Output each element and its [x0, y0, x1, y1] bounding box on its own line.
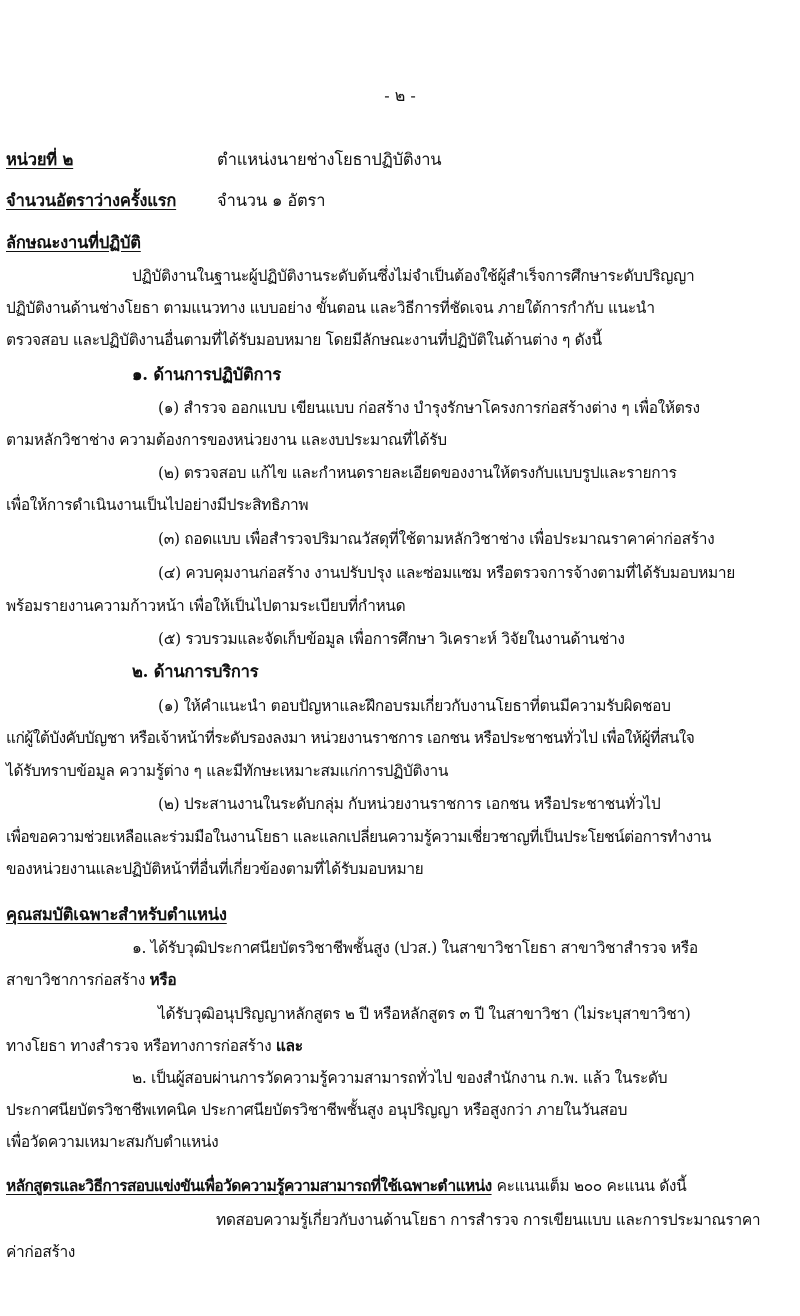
- unit-label: หน่วยที่ ๒: [6, 150, 74, 169]
- services-item: (๒) ประสานงานในระดับกลุ่ม กับหน่วยงานราชการ เอกชน หรือประชาชนทั่วไป: [158, 795, 661, 813]
- exam-heading: หลักสูตรและวิธีการสอบแข่งขันเพื่อวัดความรู้ความสามารถที่ใช้เฉพาะตำแหน่ง: [6, 1176, 492, 1195]
- operations-item: (๔) ควบคุมงานก่อสร้าง งานปรับปรุง และซ่อมแซม หรือตรวจการจ้างตามที่ได้รับมอบหมาย: [158, 564, 736, 582]
- qualification-1-cont: [6, 969, 176, 991]
- operations-item-cont: ตามหลักวิชาช่าง ความต้องการของหน่วยงาน และงบประมาณที่ได้รับ: [6, 431, 447, 449]
- position-title: ตำแหน่งนายช่างโยธาปฏิบัติงาน: [217, 150, 442, 169]
- qualification-1b-and: และ: [275, 1036, 303, 1055]
- operations-item-cont: พร้อมรายงานความก้าวหน้า เพื่อให้เป็นไปตามระเบียบที่กำหนด: [6, 597, 406, 615]
- operations-item-cont: เพื่อให้การดำเนินงานเป็นไปอย่างมีประสิทธิภาพ: [6, 496, 309, 514]
- vacancy-label: จำนวนอัตราว่างครั้งแรก: [6, 191, 177, 210]
- qualification-1-or: หรือ: [149, 970, 177, 989]
- services-item-cont: ของหน่วยงานและปฏิบัติหน้าที่อื่นที่เกี่ยวข้องตามที่ได้รับมอบหมาย: [6, 860, 424, 878]
- qualification-1-text: สาขาวิชาการก่อสร้าง: [6, 971, 145, 989]
- vacancy-value: จำนวน ๑ อัตรา: [217, 191, 326, 210]
- qualification-2-cont: ประกาศนียบัตรวิชาชีพเทคนิค ประกาศนียบัตรวิชาชีพชั้นสูง อนุปริญญา หรือสูงกว่า ภายในวันสอบ: [6, 1101, 628, 1119]
- operations-item: (๕) รวบรวมและจัดเก็บข้อมูล เพื่อการศึกษา วิเคราะห์ วิจัยในงานด้านช่าง: [158, 630, 625, 648]
- qualification-2-cont: เพื่อวัดความเหมาะสมกับตำแหน่ง: [6, 1133, 219, 1151]
- page-number: - ๒ -: [384, 86, 416, 105]
- qualifications-heading: คุณสมบัติเฉพาะสำหรับตำแหน่ง: [6, 905, 227, 924]
- exam-score: คะแนนเต็ม ๒๐๐ คะแนน ดังนี้: [496, 1177, 687, 1195]
- operations-item: (๑) สำรวจ ออกแบบ เขียนแบบ ก่อสร้าง บำรุงรักษาโครงการก่อสร้างต่าง ๆ เพื่อให้ตรง: [158, 399, 700, 417]
- qualification-2: ๒. เป็นผู้สอบผ่านการวัดความรู้ความสามารถทั่วไป ของสำนักงาน ก.พ. แล้ว ในระดับ: [132, 1069, 668, 1087]
- operations-heading: ๑. ด้านการปฏิบัติการ: [132, 365, 281, 384]
- job-nature-intro-line: ปฏิบัติงานในฐานะผู้ปฏิบัติงานระดับต้นซึ่งไม่จำเป็นต้องใช้ผู้สำเร็จการศึกษาระดับปริญญา: [132, 267, 695, 285]
- services-item: (๑) ให้คำแนะนำ ตอบปัญหาและฝึกอบรมเกี่ยวกับงานโยธาที่ตนมีความรับผิดชอบ: [158, 697, 671, 715]
- job-nature-intro-line: ปฏิบัติงานด้านช่างโยธา ตามแนวทาง แบบอย่าง ขั้นตอน และวิธีการที่ชัดเจน ภายใต้การกำกับ แนะนำ: [6, 299, 655, 317]
- qualification-1: ๑. ได้รับวุฒิประกาศนียบัตรวิชาชีพชั้นสูง (ปวส.) ในสาขาวิชาโยธา สาขาวิชาสำรวจ หรือ: [132, 939, 698, 957]
- exam-heading-line: [6, 1175, 686, 1197]
- qualification-1b-text: ทางโยธา ทางสำรวจ หรือทางการก่อสร้าง: [6, 1037, 272, 1055]
- services-heading: ๒. ด้านการบริการ: [132, 662, 259, 681]
- exam-content-cont: ค่าก่อสร้าง: [6, 1243, 76, 1261]
- job-nature-intro-line: ตรวจสอบ และปฏิบัติงานอื่นตามที่ได้รับมอบหมาย โดยมีลักษณะงานที่ปฏิบัติในด้านต่าง ๆ ดังนี้: [6, 331, 602, 349]
- exam-content: ทดสอบความรู้เกี่ยวกับงานด้านโยธา การสำรวจ การเขียนแบบ และการประมาณราคา: [216, 1211, 761, 1229]
- job-nature-heading: ลักษณะงานที่ปฏิบัติ: [6, 233, 141, 252]
- qualification-1b-cont: [6, 1035, 303, 1057]
- services-item-cont: แก่ผู้ใต้บังคับบัญชา หรือเจ้าหน้าที่ระดับรองลงมา หน่วยงานราชการ เอกชน หรือประชาชนทั่วไป เพื่อให้ผู้ที่สนใจ: [6, 729, 695, 747]
- services-item-cont: เพื่อขอความช่วยเหลือและร่วมมือในงานโยธา และแลกเปลี่ยนความรู้ความเชี่ยวชาญที่เป็นประโยชน์ต่อการทำงาน: [6, 828, 711, 846]
- qualification-1b: ได้รับวุฒิอนุปริญญาหลักสูตร ๒ ปี หรือหลักสูตร ๓ ปี ในสาขาวิชา (ไม่ระบุสาขาวิชา): [158, 1005, 691, 1023]
- operations-item: (๒) ตรวจสอบ แก้ไข และกำหนดรายละเอียดของงานให้ตรงกับแบบรูปและรายการ: [158, 464, 677, 482]
- services-item-cont: ได้รับทราบข้อมูล ความรู้ต่าง ๆ และมีทักษะเหมาะสมแก่การปฏิบัติงาน: [6, 762, 449, 780]
- operations-item: (๓) ถอดแบบ เพื่อสำรวจปริมาณวัสดุที่ใช้ตามหลักวิชาช่าง เพื่อประมาณราคาค่าก่อสร้าง: [158, 530, 715, 548]
